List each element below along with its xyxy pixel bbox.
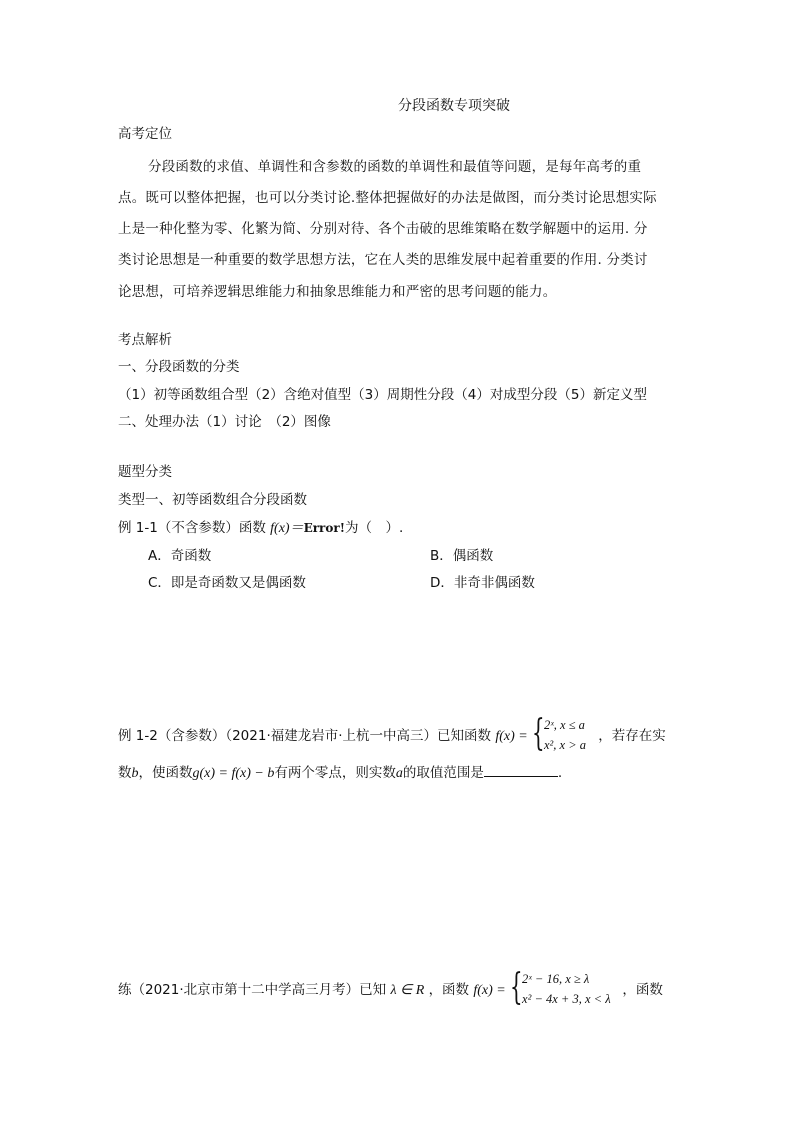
practice-prefix: 练（2021·北京市第十二中学高三月考）已知 bbox=[118, 982, 387, 998]
classification-heading: 一、分段函数的分类 bbox=[118, 359, 240, 375]
classification-detail: （1）初等函数组合型（2）含绝对值型（3）周期性分段（4）对成型分段（5）新定义型 bbox=[118, 387, 647, 403]
practice-line bbox=[118, 967, 663, 1010]
paragraph-line-1: 分段函数的求值、单调性和含参数的函数的单调性和最值等问题，是每年高考的重 bbox=[148, 159, 642, 175]
practice-mid: ，函数 bbox=[428, 982, 470, 998]
example-1-2-piecewise bbox=[532, 713, 594, 756]
practice-suffix: ，函数 bbox=[622, 982, 663, 998]
section-heading-types: 题型分类 bbox=[118, 464, 172, 480]
section-heading-positioning: 高考定位 bbox=[118, 126, 172, 142]
paragraph-line-5: 论思想，可培养逻辑思维能力和抽象思维能力和严密的思考问题的能力。 bbox=[118, 284, 557, 300]
option-c: C．即是奇函数又是偶函数 bbox=[148, 575, 306, 591]
example-1-2-case-1: 2ˣ, x ≤ a bbox=[544, 718, 585, 732]
example-1-2-end: . bbox=[557, 765, 563, 781]
practice-case-1: 2ˣ − 16, x ≥ λ bbox=[522, 972, 590, 986]
left-brace: { bbox=[510, 967, 523, 1008]
paragraph-line-3: 上是一种化整为零、化繁为简、分别对待、各个击破的思维策略在数学解题中的运用. 分 bbox=[118, 221, 648, 237]
example-1-2-line-2 bbox=[118, 762, 562, 784]
example-1-2-case-2: x², x > a bbox=[544, 738, 587, 752]
type-one-heading: 类型一、初等函数组合分段函数 bbox=[118, 492, 307, 508]
example-1-1-function: f(x)＝ bbox=[270, 521, 304, 536]
paragraph-line-2: 点。既可以整体把握，也可以分类讨论.整体把握做好的办法是做图，而分类讨论思想实际 bbox=[118, 190, 657, 206]
example-1-2-line-1 bbox=[118, 713, 666, 756]
example-1-1-prefix: 例 1-1（不含参数）函数 bbox=[118, 520, 271, 536]
section-heading-analysis: 考点解析 bbox=[118, 332, 172, 348]
option-a: A．奇函数 bbox=[148, 548, 212, 564]
example-1-1-error: Error! bbox=[303, 521, 345, 535]
left-brace: { bbox=[532, 713, 545, 754]
example-1-2-text-d: 的取值范围是 bbox=[402, 765, 484, 781]
g-function: g(x) = f(x) − b bbox=[192, 766, 275, 781]
example-1-2-suffix: ，若存在实 bbox=[598, 728, 666, 744]
example-1-2-prefix: 例 1-2（含参数）（2021·福建龙岩市·上杭一中高三）已知函数 bbox=[118, 728, 492, 744]
example-1-2-text-b: ，使函数 bbox=[138, 765, 193, 781]
variable-a: a bbox=[395, 766, 403, 781]
example-1-2-function: f(x) = bbox=[495, 729, 528, 744]
example-1-2-text-a: 数 bbox=[118, 765, 132, 781]
example-1-2-text-c: 有两个零点，则实数 bbox=[274, 765, 396, 781]
paragraph-line-4: 类讨论思想是一种重要的数学思想方法，它在人类的思维发展中起着重要的作用. 分类讨 bbox=[118, 252, 648, 268]
practice-function: f(x) = bbox=[473, 983, 506, 998]
variable-b: b bbox=[131, 766, 139, 781]
option-b: B．偶函数 bbox=[430, 548, 494, 564]
example-1-1 bbox=[118, 518, 403, 539]
practice-lambda: λ ∈ R bbox=[390, 983, 425, 998]
practice-piecewise bbox=[510, 967, 618, 1010]
answer-blank[interactable] bbox=[484, 762, 558, 777]
option-d: D．非奇非偶函数 bbox=[430, 575, 535, 591]
example-1-1-suffix: 为（ ）. bbox=[344, 520, 404, 536]
page-title: 分段函数专项突破 bbox=[398, 98, 510, 114]
practice-case-2: x² − 4x + 3, x < λ bbox=[522, 992, 611, 1006]
method-heading: 二、处理办法（1）讨论 （2）图像 bbox=[118, 414, 331, 430]
